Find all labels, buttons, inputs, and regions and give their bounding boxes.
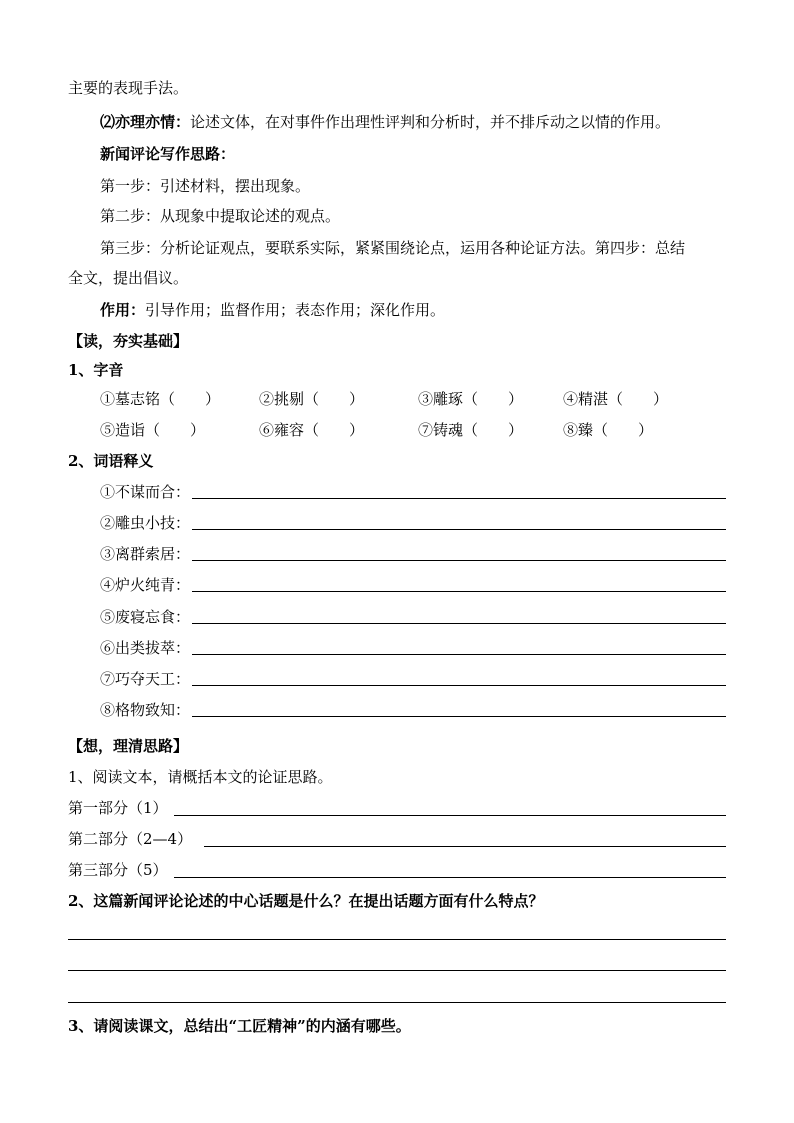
section-read-title: 【读，夯实基础】: [68, 332, 189, 350]
part-label: 第一部分（1）: [68, 799, 168, 817]
answer-line[interactable]: [192, 529, 726, 530]
item2-label: ⑵亦理亦情：: [100, 113, 191, 131]
term-label: ④炉火纯青：: [100, 576, 191, 594]
role-line: [100, 300, 445, 320]
pinyin-item: ④精湛（ ）: [563, 390, 669, 408]
q1-prompt: 1、阅读文本，请概括本文的论证思路。: [68, 768, 333, 786]
q2-title: 2、词语释义: [68, 452, 154, 470]
answer-line[interactable]: [68, 970, 726, 971]
term-label: ⑤废寝忘食：: [100, 608, 191, 626]
writing-heading: 新闻评论写作思路：: [100, 145, 236, 163]
part-label: 第三部分（5）: [68, 861, 168, 879]
answer-line[interactable]: [68, 939, 726, 940]
step3: 第三步：分析论证观点，要联系实际，紧紧围绕论点，运用各种论证方法。第四步：总结: [100, 239, 686, 257]
answer-line[interactable]: [68, 1002, 726, 1003]
role-label: 作用：: [100, 301, 146, 319]
pinyin-item: ②挑剔（ ）: [259, 390, 365, 408]
pinyin-item: ①墓志铭（ ）: [100, 390, 221, 408]
q2-prompt: 2、这篇新闻评论论述的中心话题是什么？在提出话题方面有什么特点？: [68, 892, 544, 910]
answer-line[interactable]: [192, 498, 726, 499]
role-text: 引导作用；监督作用；表态作用；深化作用。: [145, 301, 446, 319]
answer-line[interactable]: [204, 846, 726, 847]
part-label: 第二部分（2—4）: [68, 830, 193, 848]
q3-prompt: 3、请阅读课文，总结出“工匠精神”的内涵有哪些。: [68, 1017, 411, 1035]
answer-line[interactable]: [174, 815, 726, 816]
term-label: ⑧格物致知：: [100, 701, 191, 719]
term-label: ①不谋而合：: [100, 483, 191, 501]
answer-line[interactable]: [192, 685, 726, 686]
intro-line: 主要的表现手法。: [68, 79, 189, 97]
q1-title: 1、字音: [68, 361, 124, 379]
term-label: ⑦巧夺天工：: [100, 670, 191, 688]
pinyin-item: ⑤造诣（ ）: [100, 421, 206, 439]
item2-text: 论述文体，在对事件作出理性评判和分析时，并不排斥动之以情的作用。: [190, 113, 671, 131]
term-label: ③离群索居：: [100, 545, 191, 563]
term-label: ②雕虫小技：: [100, 514, 191, 532]
pinyin-item: ⑥雍容（ ）: [259, 421, 365, 439]
answer-line[interactable]: [192, 623, 726, 624]
step3-cont: 全文，提出倡议。: [68, 269, 189, 287]
step1: 第一步：引述材料，摆出现象。: [100, 177, 311, 195]
answer-line[interactable]: [192, 591, 726, 592]
answer-line[interactable]: [192, 654, 726, 655]
item2-line: [100, 112, 670, 132]
step2: 第二步：从现象中提取论述的观点。: [100, 207, 341, 225]
pinyin-item: ③雕琢（ ）: [418, 390, 524, 408]
answer-line[interactable]: [192, 560, 726, 561]
answer-line[interactable]: [174, 877, 726, 878]
term-label: ⑥出类拔萃：: [100, 639, 191, 657]
pinyin-item: ⑧臻（ ）: [563, 421, 654, 439]
pinyin-item: ⑦铸魂（ ）: [418, 421, 524, 439]
section-think-title: 【想，理清思路】: [68, 737, 189, 755]
answer-line[interactable]: [192, 716, 726, 717]
